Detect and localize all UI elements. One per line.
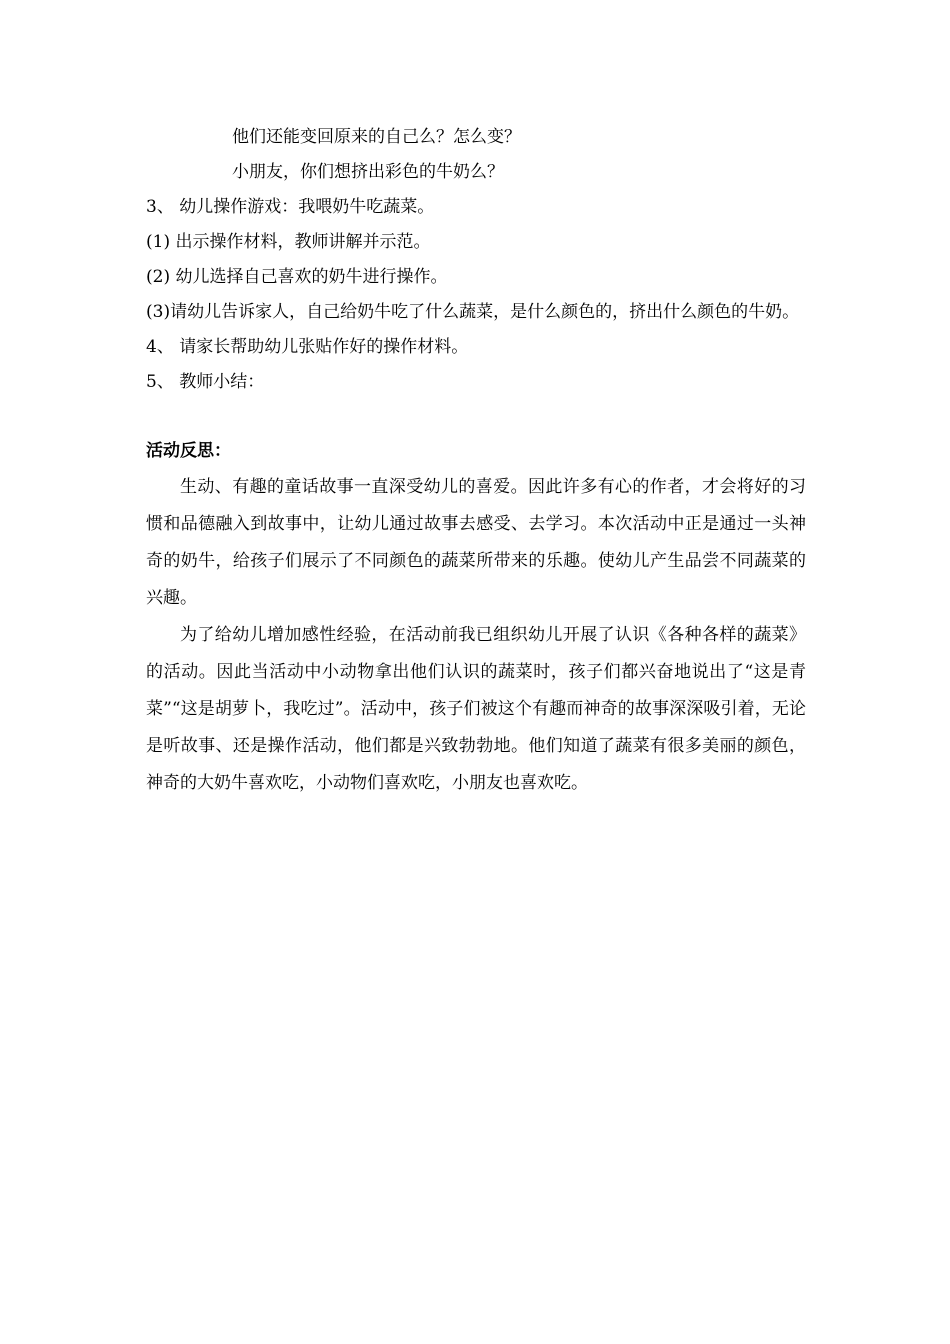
- step-5: 5、 教师小结：: [146, 372, 265, 392]
- step-3-3: (3)请幼儿告诉家人，自己给奶牛吃了什么蔬菜，是什么颜色的，挤出什么颜色的牛奶。: [146, 302, 800, 322]
- question-line-2: 小朋友，你们想挤出彩色的牛奶么？: [232, 162, 504, 182]
- question-line-1: 他们还能变回原来的自己么？怎么变？: [232, 127, 521, 147]
- reflection-heading: 活动反思：: [146, 441, 231, 461]
- reflection-paragraph-2: 为了给幼儿增加感性经验，在活动前我已组织幼儿开展了认识《各种各样的蔬菜》的活动。因此当活动中小动物拿出他们认识的蔬菜时，孩子们都兴奋地说出了“这是青菜”“这是胡萝卜，我吃过”。活动中，孩子们被这个有趣而神奇的故事深深吸引着，无论是听故事、还是操作活动，他们都是兴致勃勃地。他们知道了蔬菜有很多美丽的颜色，神奇的大奶牛喜欢吃，小动物们喜欢吃，小朋友也喜欢吃。: [146, 625, 806, 793]
- step-3-1: (1) 出示操作材料，教师讲解并示范。: [146, 232, 431, 252]
- step-3-2: (2) 幼儿选择自己喜欢的奶牛进行操作。: [146, 267, 448, 287]
- step-3: 3、 幼儿操作游戏：我喂奶牛吃蔬菜。: [146, 197, 435, 217]
- step-4: 4、 请家长帮助幼儿张贴作好的操作材料。: [146, 337, 469, 357]
- reflection-paragraph-1: 生动、有趣的童话故事一直深受幼儿的喜爱。因此许多有心的作者，才会将好的习惯和品德融入到故事中，让幼儿通过故事去感受、去学习。本次活动中正是通过一头神奇的奶牛，给孩子们展示了不同颜色的蔬菜所带来的乐趣。使幼儿产生品尝不同蔬菜的兴趣。: [146, 477, 806, 608]
- document-body: [146, 120, 806, 802]
